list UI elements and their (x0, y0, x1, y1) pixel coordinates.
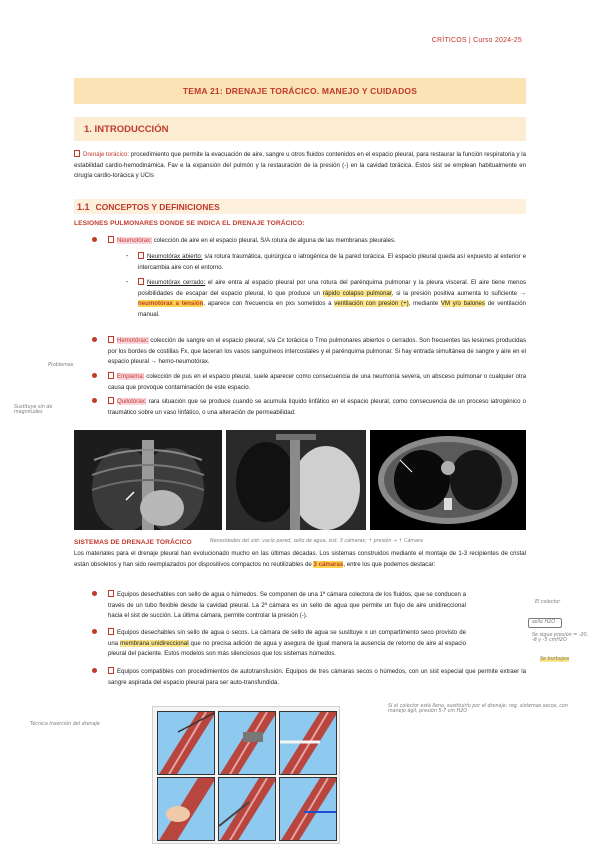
systems-intro-paragraph (74, 549, 526, 570)
list-item-seco (74, 628, 526, 660)
ct-scan-image (370, 430, 526, 530)
term-hemotorax: Hemotórax: (117, 337, 149, 344)
highlight-colapso: rápido colapso pulmonar (322, 289, 392, 297)
list-item-neumotorax (74, 236, 526, 247)
intro-text: procedimiento que permite la evacuación de aire, sangre u otros fluidos contenidos en el espacio pleural, para restaurar la función respiratoria y la estabilidad cardio-hemodinámica. Fav e la expansión del pulmón y la restauración de la presión (-) en la cavidad torácica. Estos sist se emplean habitualmente en cirugía cardio-torácica y UCIs (74, 151, 526, 180)
note-icon (108, 667, 114, 674)
term-cerrado: Neumotórax cerrado: (147, 279, 206, 286)
highlight-membrana: membrana unidireccional (120, 639, 189, 647)
text-neumotorax: colección de aire en el espacio pleural, S/A rotura de alguna de las membranas pleurales. (151, 237, 396, 244)
bullet-icon (92, 668, 97, 673)
bullet-icon (92, 398, 97, 403)
illustration-step-2 (218, 711, 276, 775)
systems-intro-a: Los materiales para el drenaje pleural han evolucionado mucho en las últimas décadas. Los sistemas construidos mediante el montaje de 1-3 recipientes de cristal están obsoletos y han sido reemplazados por dispositivos compactos no reutilizables de (74, 550, 526, 568)
margin-note-sustituye: Sustituye sin de magnitudes (14, 405, 53, 415)
bullet-icon (92, 591, 97, 596)
course-header: CRÍTICOS | Curso 2024-25 (431, 37, 522, 44)
xray-image-chest-1 (74, 430, 222, 530)
intro-paragraph (74, 150, 526, 182)
list-item-autotransfusion (74, 667, 526, 688)
bullet-icon (92, 337, 97, 342)
highlight-ventilacion: ventilación con presión (+) (334, 300, 409, 308)
illustration-step-5 (218, 777, 276, 841)
subsection-number: 1.1 (77, 201, 90, 212)
term-quilotorax: Quilotórax: (117, 398, 147, 405)
list-item-quilotorax (74, 397, 526, 418)
systems-intro-b: , entre los que podemos destacar: (343, 560, 436, 568)
note-icon (108, 336, 114, 343)
side-note-burbujea: Se burbujea (540, 657, 569, 662)
section-title: 1. INTRODUCCIÓN (84, 123, 169, 135)
highlight-3-camaras: 3 cámaras (313, 560, 344, 568)
systems-heading-note: Necesidades del sist: vacío pared, sello de agua, sist. 3 cámaras; ↑ presión → ↑ Cámara (210, 539, 423, 544)
highlight-tension: neumotórax a tensión (138, 300, 204, 308)
text-item1: Equipos desechables con sello de agua o húmedos. Se componen de una 1ª cámara colectora de los fluidos, que se conducen a través de un tubo flexible desde la cavidad pleural. La 2ª cámara es un sello de agua que permite un flujo de aire unidireccional hacia el sist de succión. La última cámara, permite controlar la presión (-). (108, 591, 466, 620)
illustration-step-6 (279, 777, 337, 841)
note-icon (138, 278, 144, 285)
lesions-heading: LESIONES PULMONARES DONDE SE INDICA EL DRENAJE TORÁCICO: (74, 220, 305, 227)
list-item-cerrado: - Neumotórax cerrado: el aire entra al espacio pleural por una rotura del parénquima pulmonar y la pleura visceral. El aire tiene menos posibilidades de escapar del espacio pleural, lo que produce un rápido colapso pulmonar, si la presión positiva aumenta lo suficiente → neumotórax a tensión, aparece con frecuencia en pxs sometidos a ventilación con presión (+), mediante VM y/o balones de ventilación manual. (126, 279, 527, 318)
note-icon (108, 236, 114, 243)
drainage-insertion-illustration (152, 706, 340, 844)
illustration-step-1 (157, 711, 215, 775)
text-quilotorax: rara situación que se produce cuando se acumula líquido linfático en el espacio pleural, como consecuencia de un proceso iatrogénico o traumático sobre un vaso linfático, o una alteración de permeabilidad. (108, 398, 526, 416)
bottom-note: Si el colector está lleno, sustituirlo por el drenaje: reg. sistemas secos, con manejo ágil, presión 5-7 cm H2O (388, 704, 568, 714)
ct-scan-drawing (370, 430, 526, 530)
section-header-introduccion (74, 117, 526, 141)
text-item2-a: Equipos desechables sin sello de agua o secos. La cámara de sello de agua se sustituye x un compartimento seco provisto de una (108, 629, 466, 647)
bullet-icon (92, 237, 97, 242)
text-cerrado-b: , si la presión positiva aumenta lo suficiente → (391, 289, 526, 297)
list-item-abierto: - Neumotórax abierto: s/a rotura traumática, quirúrgica o iatrogénica de la pared torácica. El espacio pleural queda así expuesto al exterior e intercambia aire con el entorno. (126, 253, 526, 271)
note-icon (138, 252, 144, 259)
text-empiema: colección de pus en el espacio pleural, suele aparecer como consecuencia de una neumonía severa, un absceso pulmonar o cualquier otra causa que provoque contaminación de este espacio. (108, 373, 526, 391)
chest-xray-drawing (74, 430, 222, 530)
side-note-presion: Se sigue presión = -20, -8 y -5 cmH2O (532, 633, 589, 643)
systems-heading: SISTEMAS DE DRENAJE TORÁCICO (74, 539, 192, 546)
note-icon (108, 590, 114, 597)
note-icon (108, 372, 114, 379)
page-title: TEMA 21: DRENAJE TORÁCICO. MANEJO Y CUIDADOS (182, 86, 418, 96)
side-note-colector: El colector (535, 600, 561, 605)
xray-image-chest-2 (226, 430, 366, 530)
illustration-caption: Técnica Inserción del drenaje (30, 722, 100, 727)
intro-term: Drenaje torácico: (83, 151, 130, 158)
list-item-empiema (74, 372, 526, 393)
list-item-sello-agua (74, 590, 526, 622)
xray-images (74, 430, 526, 530)
text-hemotorax: colección de sangre en el espacio pleural, s/a Cx torácica o Tmo pulmonares abiertos o cerrados. Son frecuentes las lesiones producidas por los bordes de costillas Fx, que laceran los vasos sanguíneos intercostales y el parénquima pulmonar. Si hay entrada simultánea de sangre y aire en el espacio pleural → hemo-neumotórax. (108, 337, 526, 366)
term-neumotorax: Neumotórax: (117, 237, 152, 244)
text-item3: Equipos compatibles con procedimientos de autotransfusión. Equipos de tres cámaras secos o húmedos, con un sist especial que permite extraer la sangre aspirada del espacio pleural para ser auto-transfundida. (108, 668, 526, 686)
text-cerrado-a: el aire entra al espacio pleural por una rotura del parénquima pulmonar y la pleura visceral. El aire tiene menos posibilidades de escapar del espacio pleural, lo que produce un (138, 279, 527, 297)
note-icon (108, 397, 114, 404)
margin-note-problemas: Problemas (48, 363, 74, 368)
highlight-vm: VM y/o balones (440, 300, 485, 308)
text-cerrado-c: , aparece con frecuencia en pxs sometidos a (203, 300, 335, 308)
subsection-title: CONCEPTOS Y DEFINICIONES (95, 201, 220, 212)
illustration-step-4 (157, 777, 215, 841)
term-abierto: Neumotórax abierto: (147, 253, 203, 260)
text-cerrado-d: , mediante (408, 300, 441, 308)
list-item-hemotorax (74, 336, 526, 368)
title-band (74, 78, 526, 104)
bullet-icon (92, 373, 97, 378)
text-item2-b: que no precisa adición de agua y asegura de igual manera la ausencia de retorno de aire al espacio pleural del paciente. Estos modelos son más silenciosos que los sistemas húmedos. (108, 639, 466, 658)
note-icon (74, 150, 80, 157)
illustration-step-3 (279, 711, 337, 775)
text-abierto: s/a rotura traumática, quirúrgica o iatrogénica de la pared torácica. El espacio pleural queda así expuesto al exterior e intercambia aire con el entorno. (138, 253, 526, 271)
note-icon (108, 628, 114, 635)
chest-xray-drawing (226, 430, 366, 530)
bullet-icon (92, 629, 97, 634)
term-empiema: Empiema: (117, 373, 145, 380)
side-note-sello: sello H2O (532, 620, 556, 625)
subsection-header (74, 199, 526, 214)
text-cerrado-e: de ventilación manual. (138, 300, 526, 318)
